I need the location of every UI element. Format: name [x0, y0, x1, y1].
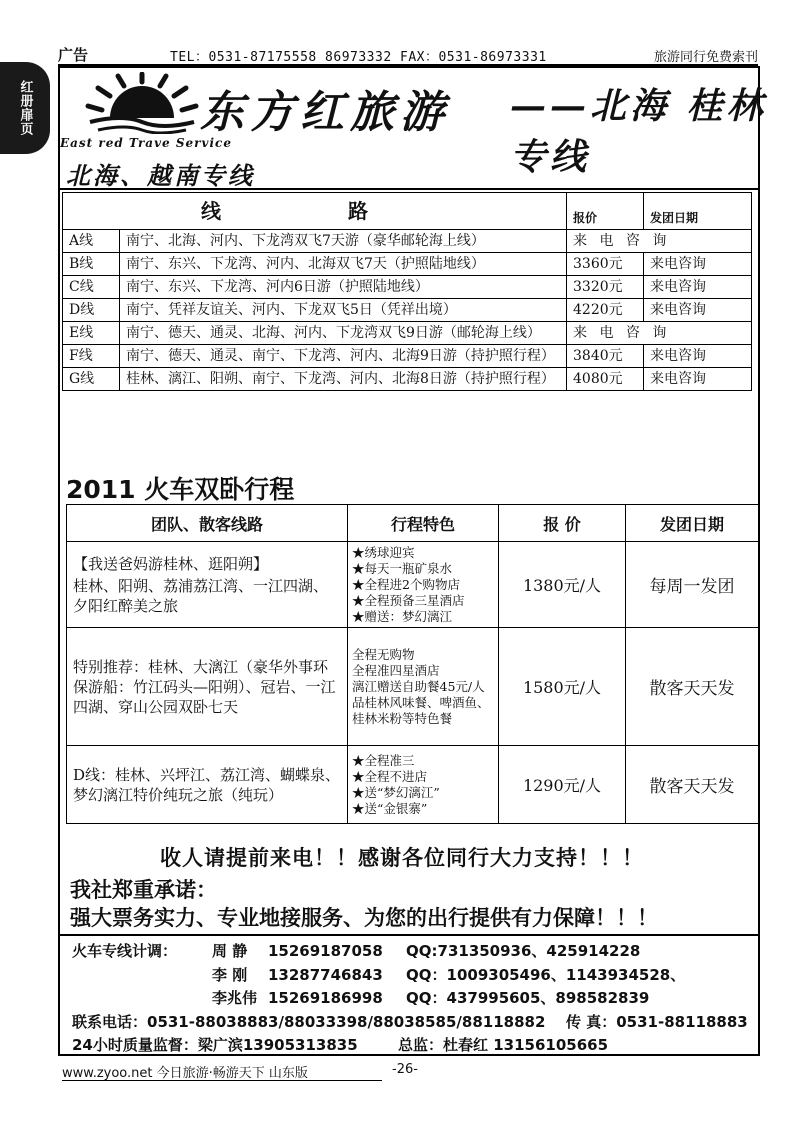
- col-price-header: 报价: [567, 193, 644, 230]
- table-header-row: [63, 193, 752, 230]
- tour-date: 散客天天发: [626, 746, 759, 824]
- notice-text: 收人请提前来电！！感谢各位同行大力支持！！！: [160, 846, 644, 870]
- feature-item: ★全程准三: [352, 752, 415, 768]
- feature-item: ★全程预备三星酒店: [352, 592, 465, 608]
- tour-features: [348, 746, 499, 824]
- col-route-header: 线 路: [63, 193, 567, 230]
- feature-item: 品桂林风味餐、啤酒鱼、桂林米粉等特色餐: [352, 694, 490, 726]
- route-price: 来 电 咨 询: [567, 322, 752, 345]
- train-tours-table: [66, 504, 759, 824]
- page-header: [58, 44, 758, 66]
- table-row: [63, 322, 752, 345]
- tour-route-desc: 特别推荐：桂林、大漓江（豪华外事环保游船：竹江码头—阳朔）、冠岩、一江四湖、穿山公园双卧七天: [73, 657, 336, 716]
- tour-date: 散客天天发: [626, 628, 759, 746]
- route-date: 来电咨询: [644, 368, 752, 391]
- route-date: 来电咨询: [644, 253, 752, 276]
- route-id: C线: [63, 276, 120, 299]
- tour-route-title: 【我送爸妈游桂林、逛阳朔】: [73, 554, 269, 573]
- route-price: 3360元: [567, 253, 644, 276]
- table-row: [63, 345, 752, 368]
- route-desc: 南宁、德天、通灵、北海、河内、下龙湾双飞9日游（邮轮海上线）: [120, 322, 567, 345]
- feature-item: ★送“金银寨”: [352, 800, 428, 816]
- table-row: [63, 230, 752, 253]
- sun-logo-icon: [82, 72, 202, 134]
- tour-route: [67, 542, 348, 628]
- route-price: 4080元: [567, 368, 644, 391]
- route-desc: 桂林、漓江、阳朔、南宁、下龙湾、河内、北海8日游（持护照行程）: [120, 368, 567, 391]
- table-row: [63, 299, 752, 322]
- brand-name: 东方红旅游: [200, 87, 450, 138]
- table-header-row: [67, 505, 759, 542]
- col-route-header: 团队、散客线路: [67, 505, 348, 542]
- route-price: 3840元: [567, 345, 644, 368]
- feature-item: ★全程不进店: [352, 768, 428, 784]
- contact-name: 李 刚: [212, 965, 248, 984]
- section2-title: 2011 火车双卧行程: [66, 475, 295, 504]
- tour-route-desc: 桂林、阳朔、荔浦荔江湾、一江四湖、夕阳红醉美之旅: [73, 576, 329, 615]
- table-row: [67, 746, 759, 824]
- route-id: A线: [63, 230, 120, 253]
- feature-item: ★送“梦幻漓江”: [352, 784, 440, 800]
- header-slogan: 旅游同行免费索刊: [653, 50, 758, 65]
- director-line: 总监：杜春红 13156105665: [398, 1036, 609, 1054]
- vietnam-routes-table: [62, 192, 752, 391]
- route-desc: 南宁、德天、通灵、南宁、下龙湾、河内、北海9日游（持护照行程）: [120, 345, 567, 368]
- tour-date: 每周一发团: [626, 542, 759, 628]
- route-id: G线: [63, 368, 120, 391]
- contact-phone: 15269186998: [268, 989, 383, 1007]
- contact-phone: 15269187058: [268, 942, 383, 960]
- feature-item: ★每天一瓶矿泉水: [352, 560, 453, 576]
- route-date: 来电咨询: [644, 299, 752, 322]
- section1-divider: [58, 188, 758, 190]
- route-desc: 南宁、东兴、下龙湾、河内、北海双飞7天（护照陆地线）: [120, 253, 567, 276]
- col-features-header: 行程特色: [348, 505, 499, 542]
- table-row: [67, 628, 759, 746]
- contact-qq: QQ：437995605、898582839: [406, 989, 650, 1007]
- feature-item: ★全程进2个购物店: [352, 576, 460, 592]
- contacts-divider: [58, 934, 758, 936]
- table-row: [63, 276, 752, 299]
- route-desc: 南宁、东兴、下龙湾、河内6日游（护照陆地线）: [120, 276, 567, 299]
- route-price: 4220元: [567, 299, 644, 322]
- tour-price: 1380元/人: [499, 542, 626, 628]
- route-id: F线: [63, 345, 120, 368]
- tour-route: [67, 746, 348, 824]
- side-tab: 红册扉页: [0, 62, 50, 154]
- promise-title: 我社郑重承诺：: [70, 878, 217, 902]
- route-desc: 南宁、北海、河内、下龙湾双飞7天游（豪华邮轮海上线）: [120, 230, 567, 253]
- fax-line: 传 真：0531-88118883: [566, 1012, 748, 1031]
- promise-text: 强大票务实力、专业地接服务、为您的出行提供有力保障！！！: [70, 906, 658, 930]
- route-desc: 南宁、凭祥友谊关、河内、下龙双飞5日（凭祥出境）: [120, 299, 567, 322]
- brand-english: East red Trave Service: [60, 136, 232, 150]
- contact-qq: QQ:731350936、425914228: [406, 942, 641, 960]
- tour-features: [348, 628, 499, 746]
- feature-item: 全程准四星酒店: [352, 662, 440, 678]
- feature-item: 漓江赠送自助餐45元/人: [352, 678, 485, 694]
- col-price-header: 报 价: [499, 505, 626, 542]
- tour-route-desc: D线：桂林、兴坪江、荔江湾、蝴蝶泉、梦幻漓江特价纯玩之旅（纯玩）: [73, 765, 341, 804]
- route-date: 来电咨询: [644, 276, 752, 299]
- route-price: 来 电 咨 询: [567, 230, 752, 253]
- footer-divider: [62, 1080, 382, 1081]
- col-date-header: 发团日期: [644, 193, 752, 230]
- feature-item: ★赠送：梦幻漓江: [352, 608, 453, 624]
- contact-name: 李兆伟: [212, 989, 258, 1007]
- route-id: B线: [63, 253, 120, 276]
- contact-phone: 13287746843: [268, 965, 383, 984]
- section1-title: 北海、越南专线: [66, 162, 255, 190]
- ad-tag: 广告: [58, 46, 89, 64]
- col-date-header: 发团日期: [626, 505, 759, 542]
- header-contact: TEL：0531-87175558 86973332 FAX：0531-86973331: [170, 50, 547, 65]
- brand-line: ——北海 桂林专线: [510, 85, 767, 178]
- contact-qq: QQ：1009305496、1143934528、: [406, 965, 686, 984]
- route-price: 3320元: [567, 276, 644, 299]
- table-row: [63, 253, 752, 276]
- contact-name: 周 静: [212, 942, 248, 960]
- feature-item: ★绣球迎宾: [352, 544, 415, 560]
- tour-route: [67, 628, 348, 746]
- route-id: E线: [63, 322, 120, 345]
- phone-line: 联系电话：0531-88038883/88033398/88038585/88118882: [72, 1012, 546, 1031]
- supervisor-line: 24小时质量监督：梁广滨13905313835: [72, 1036, 358, 1054]
- feature-item: 全程无购物: [352, 646, 415, 662]
- table-row: [67, 542, 759, 628]
- route-id: D线: [63, 299, 120, 322]
- tour-price: 1290元/人: [499, 746, 626, 824]
- tour-features: [348, 542, 499, 628]
- route-date: 来电咨询: [644, 345, 752, 368]
- tour-price: 1580元/人: [499, 628, 626, 746]
- page-number: -26-: [392, 1062, 418, 1077]
- table-row: [63, 368, 752, 391]
- train-label: 火车专线计调：: [72, 942, 178, 960]
- footer-site: www.zyoo.net 今日旅游·畅游天下 山东版: [62, 1066, 308, 1081]
